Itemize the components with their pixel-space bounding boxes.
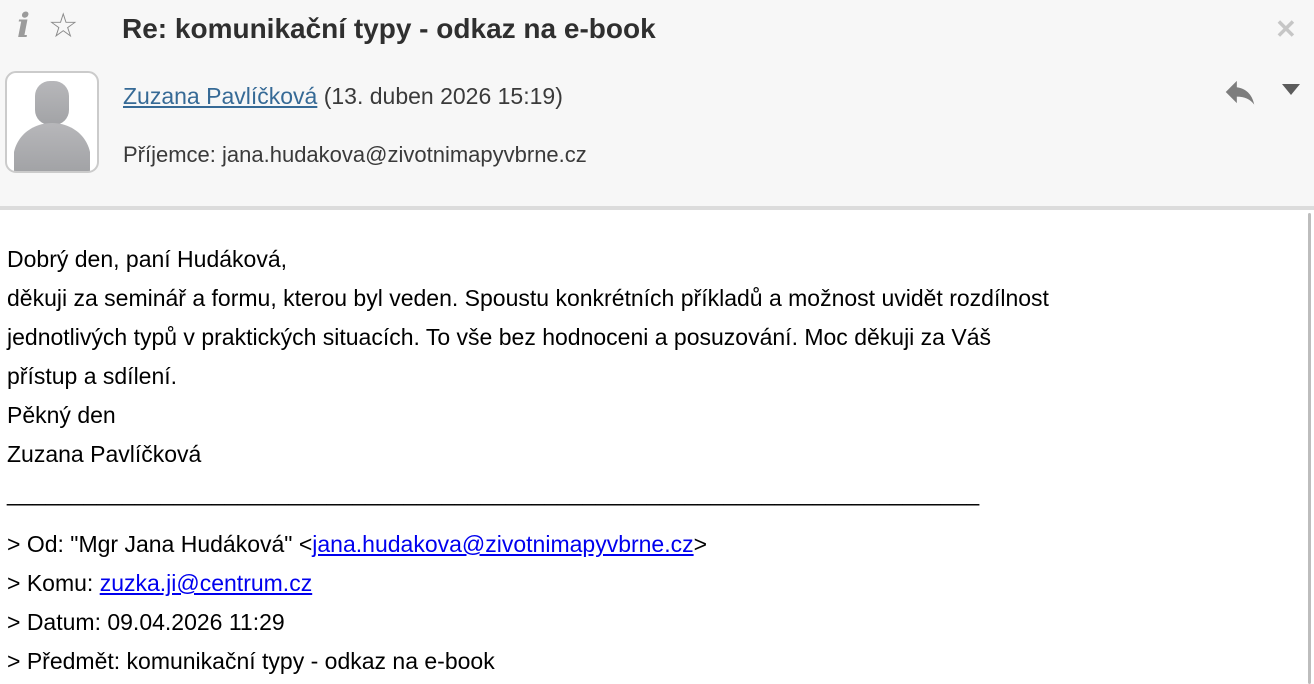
signature-line: Zuzana Pavlíčková: [7, 441, 202, 467]
quoted-to-email-link[interactable]: zuzka.ji@centrum.cz: [99, 570, 313, 596]
email-header: [0, 0, 1314, 210]
reply-options-caret-icon[interactable]: [1282, 84, 1300, 95]
vertical-scrollbar[interactable]: [1308, 213, 1311, 684]
quoted-from-suffix: >: [693, 531, 708, 557]
quoted-message-headers: [7, 525, 1294, 681]
email-subject-title: Re: komunikační typy - odkaz na e-book: [122, 13, 656, 44]
email-body: [0, 210, 1314, 684]
sent-date: (13. duben 2026 15:19): [317, 83, 563, 109]
sender-avatar: [5, 71, 99, 173]
reply-button[interactable]: [1219, 73, 1261, 116]
sender-line: [123, 83, 563, 110]
quoted-from-email-link[interactable]: jana.hudakova@zivotnimapyvbrne.cz: [312, 531, 694, 557]
body-line: Pěkný den: [7, 402, 116, 428]
body-line: jednotlivých typů v praktických situacích. To vše bez hodnoceni a posuzování. Moc děkuji za Váš: [7, 324, 991, 350]
body-line: přístup a sdílení.: [7, 363, 178, 389]
quoted-to-line: [7, 564, 1294, 603]
star-flag-icon[interactable]: ☆: [48, 7, 79, 45]
quoted-date-line: > Datum: 09.04.2026 11:29: [7, 609, 285, 635]
quoted-subject-line: > Předmět: komunikační typy - odkaz na e-book: [7, 648, 495, 674]
body-line: děkuji za seminář a formu, kterou byl veden. Spoustu konkrétních příkladů a možnost uvidět rozdílnost: [7, 285, 1049, 311]
reply-arrow-icon: [1219, 73, 1261, 111]
close-icon[interactable]: ✕: [1275, 14, 1297, 44]
recipient-line: Příjemce: jana.hudakova@zivotnimapyvbrne.cz: [123, 142, 587, 167]
info-icon[interactable]: i: [17, 6, 30, 46]
body-line: Dobrý den, paní Hudáková,: [7, 246, 288, 272]
quoted-from-line: [7, 525, 1294, 564]
person-silhouette-icon: [7, 73, 97, 171]
quoted-message-separator: ____________________________________________________________________________: [7, 480, 980, 506]
sender-name-link[interactable]: Zuzana Pavlíčková: [123, 83, 318, 109]
quoted-to-prefix: > Komu:: [7, 570, 100, 596]
quoted-from-prefix: > Od: "Mgr Jana Hudáková" <: [7, 531, 313, 557]
